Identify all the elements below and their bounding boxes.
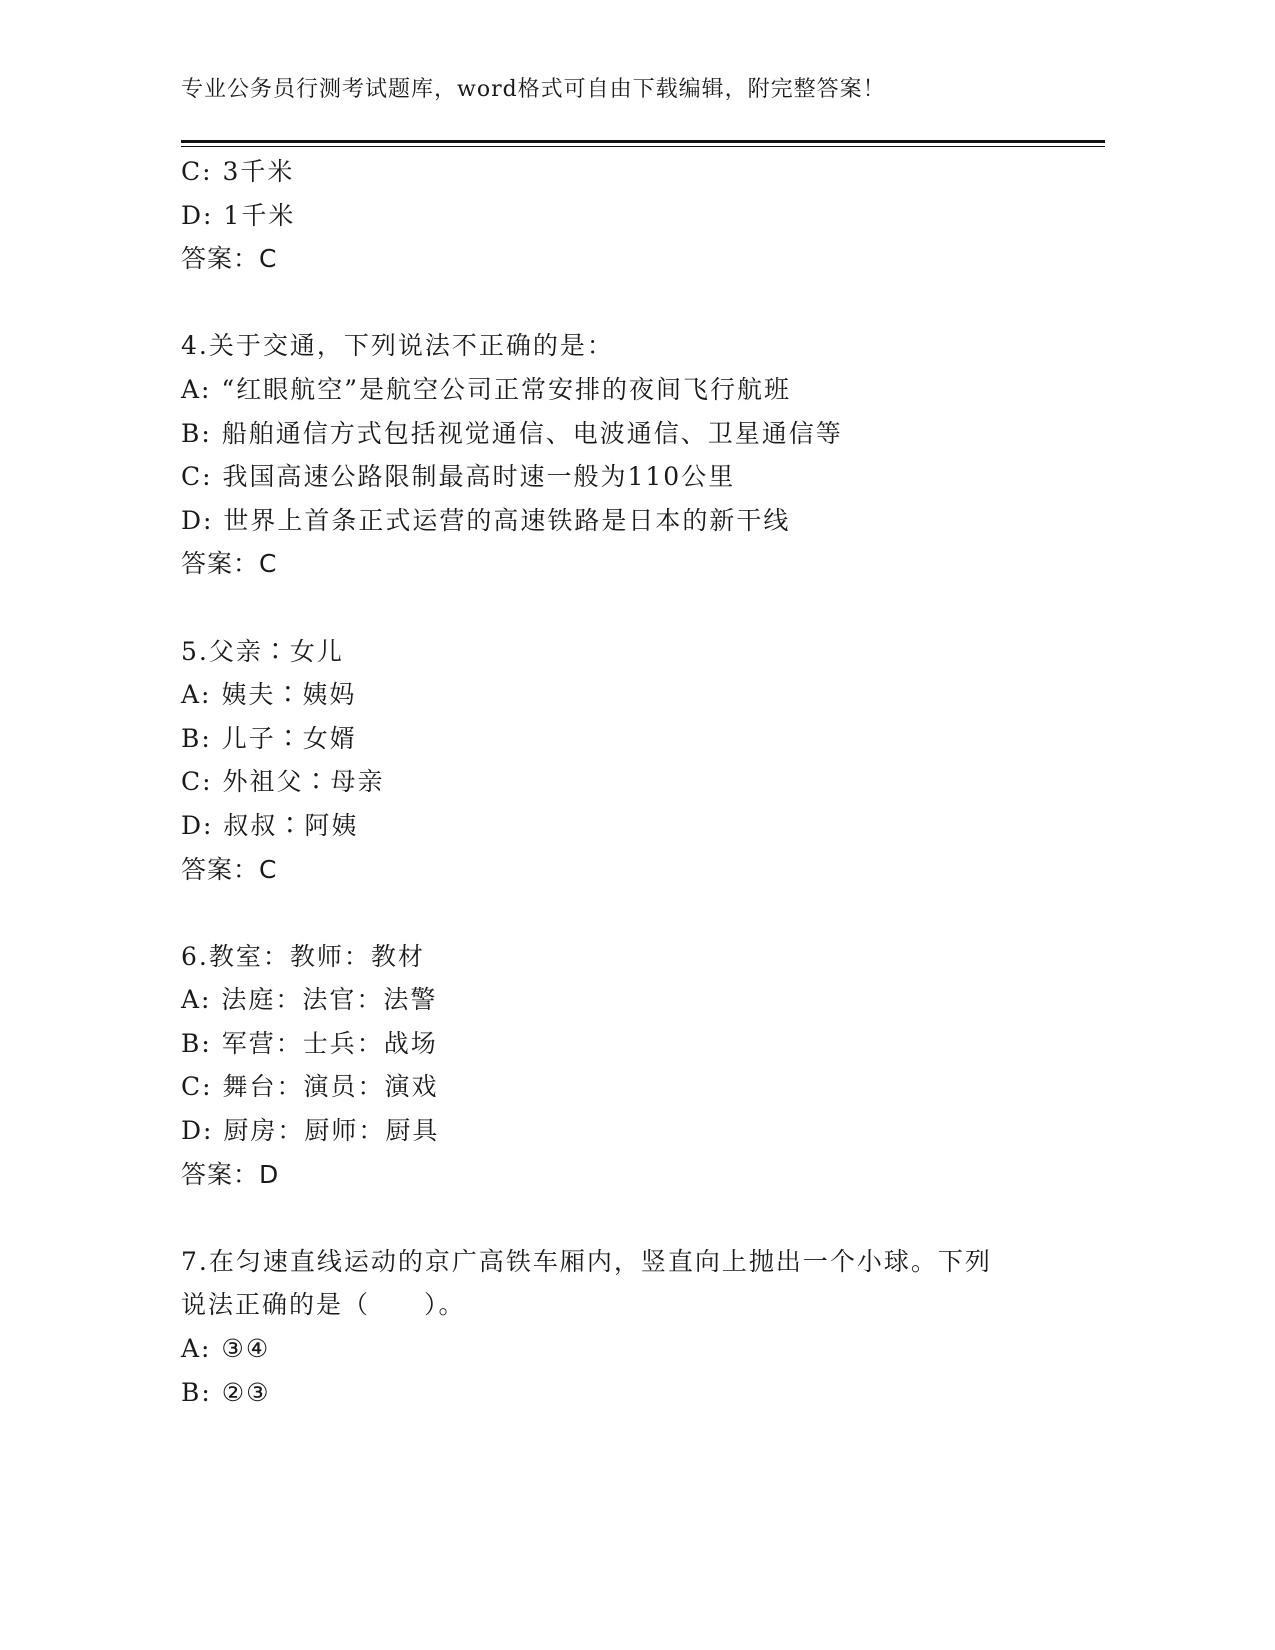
page-header: 专业公务员行测考试题库，word格式可自由下载编辑，附完整答案！ xyxy=(181,77,886,102)
q7-option-a: A: ③④ xyxy=(181,1334,271,1364)
q4-option-a: A: “红眼航空”是航空公司正常安排的夜间飞行航班 xyxy=(181,374,791,404)
q5-answer: 答案：C xyxy=(181,854,278,884)
q4-answer: 答案：C xyxy=(181,549,278,579)
document-body xyxy=(181,150,1081,1414)
spacer xyxy=(181,586,1081,630)
q4-option-b: B: 船舶通信方式包括视觉通信、电波通信、卫星通信等 xyxy=(181,418,843,448)
q4-option-c: C: 我国高速公路限制最高时速一般为110公里 xyxy=(181,462,736,492)
q5-option-d: D: 叔叔∶阿姨 xyxy=(181,810,359,840)
q5-option-a: A: 姨夫∶姨妈 xyxy=(181,680,357,710)
q3-answer: 答案：C xyxy=(181,244,278,274)
q7-option-b: B: ②③ xyxy=(181,1377,271,1407)
q3-option-c: C: 3千米 xyxy=(181,157,295,186)
q6-option-b: B: 军营：士兵：战场 xyxy=(181,1028,438,1058)
q7-question-line-1: 7.在匀速直线运动的京广高铁车厢内，竖直向上抛出一个小球。下列 xyxy=(181,1246,992,1276)
q5-option-b: B: 儿子∶女婿 xyxy=(181,723,357,753)
spacer xyxy=(181,891,1081,935)
q3-option-d: D: 1千米 xyxy=(181,200,296,230)
q6-option-c: C: 舞台：演员：演戏 xyxy=(181,1072,439,1102)
header-rule xyxy=(181,140,1105,143)
q6-option-a: A: 法庭：法官：法警 xyxy=(181,985,438,1015)
q4-question: 4.关于交通，下列说法不正确的是： xyxy=(181,331,614,361)
spacer xyxy=(181,281,1081,325)
q4-option-d: D: 世界上首条正式运营的高速铁路是日本的新干线 xyxy=(181,505,791,535)
header-rule-thin xyxy=(181,146,1105,147)
q6-answer: 答案：D xyxy=(181,1159,280,1189)
q6-question: 6.教室：教师：教材 xyxy=(181,941,425,971)
q5-option-c: C: 外祖父∶母亲 xyxy=(181,767,385,797)
q6-option-d: D: 厨房：厨师：厨具 xyxy=(181,1116,440,1146)
spacer xyxy=(181,1196,1081,1240)
q5-question: 5.父亲∶女儿 xyxy=(181,636,344,666)
q7-question-line-2: 说法正确的是（ ）。 xyxy=(181,1290,466,1320)
